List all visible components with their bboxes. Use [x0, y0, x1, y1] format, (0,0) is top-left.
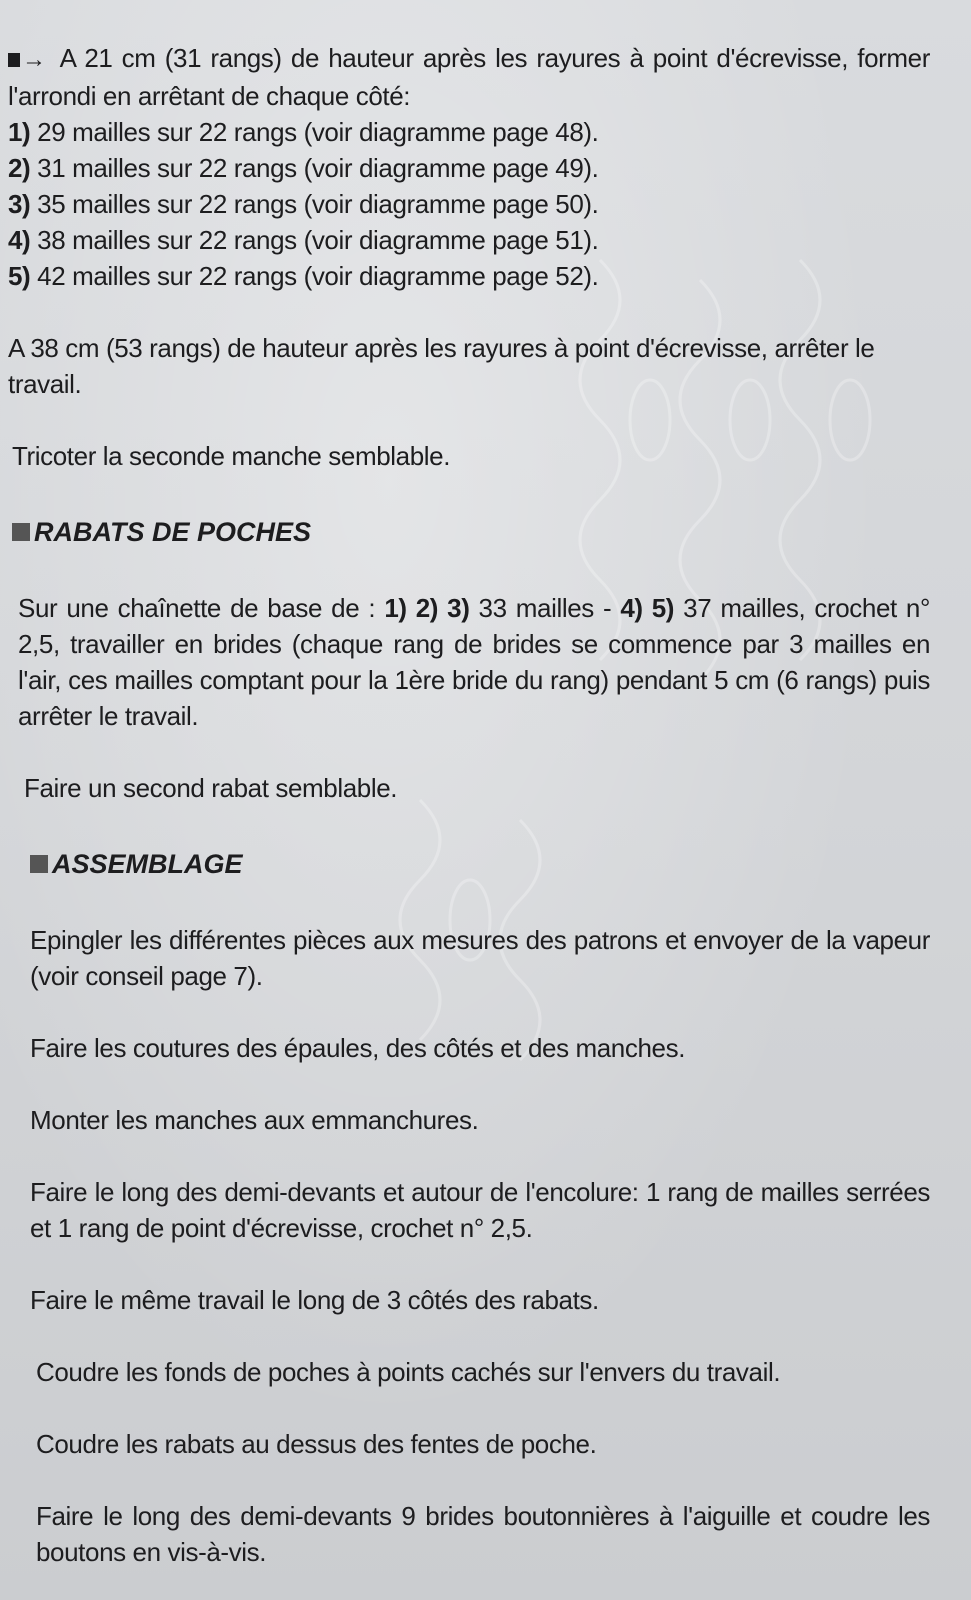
- document-body: [8, 40, 930, 1570]
- size-item: 4) 38 mailles sur 22 rangs (voir diagramme page 51).: [8, 225, 599, 255]
- assemblage-paragraph: Faire les coutures des épaules, des côtés et des manches.: [30, 1033, 686, 1063]
- assemblage-paragraph: Faire le long des demi-devants 9 brides boutonnières à l'aiguille et coudre les boutons en vis-à-vis.: [36, 1501, 930, 1567]
- assemblage-paragraph: Epingler les différentes pièces aux mesures des patrons et envoyer de la vapeur (voir conseil page 7).: [30, 925, 930, 991]
- intro-text: A 21 cm (31 rangs) de hauteur après les rayures à point d'écrevisse, former l'arrondi en arrêtant de chaque côté:: [8, 43, 930, 111]
- assemblage-paragraph: Faire le même travail le long de 3 côtés des rabats.: [30, 1285, 599, 1315]
- size-item: 5) 42 mailles sur 22 rangs (voir diagramme page 52).: [8, 261, 599, 291]
- second-sleeve-paragraph: Tricoter la seconde manche semblable.: [12, 441, 451, 471]
- rabats-paragraph: Sur une chaînette de base de : 1) 2) 3) 33 mailles - 4) 5) 37 mailles, crochet n° 2,5, travailler en brides (chaque rang de brides se commence par 3 mailles en l'air, ces mailles comptant pour la 1ère bride du rang) pendant 5 cm (6 rangs) puis arrêter le travail.: [18, 593, 930, 731]
- bullet-arrow-icon: →: [8, 42, 46, 78]
- assemblage-paragraph: Coudre les fonds de poches à points cachés sur l'envers du travail.: [36, 1357, 781, 1387]
- assemblage-paragraph: Monter les manches aux emmanchures.: [30, 1105, 479, 1135]
- size-item: 3) 35 mailles sur 22 rangs (voir diagramme page 50).: [8, 189, 599, 219]
- assemblage-paragraph: Faire le long des demi-devants et autour de l'encolure: 1 rang de mailles serrées et 1 rang de point d'écrevisse, crochet n° 2,5.: [30, 1177, 930, 1243]
- size-list: [8, 114, 930, 294]
- second-rabat-paragraph: Faire un second rabat semblable.: [24, 773, 398, 803]
- intro-paragraph: [8, 40, 930, 114]
- section-heading-rabats: RABATS DE POCHES: [8, 514, 930, 550]
- stop-paragraph: A 38 cm (53 rangs) de hauteur après les rayures à point d'écrevisse, arrêter le travail.: [8, 333, 875, 399]
- heading-square-icon: [12, 523, 30, 541]
- assemblage-paragraph: Coudre les rabats au dessus des fentes de poche.: [36, 1429, 597, 1459]
- section-heading-assemblage: ASSEMBLAGE: [8, 846, 930, 882]
- heading-square-icon: [30, 855, 48, 873]
- size-item: 1) 29 mailles sur 22 rangs (voir diagramme page 48).: [8, 117, 599, 147]
- size-item: 2) 31 mailles sur 22 rangs (voir diagramme page 49).: [8, 153, 599, 183]
